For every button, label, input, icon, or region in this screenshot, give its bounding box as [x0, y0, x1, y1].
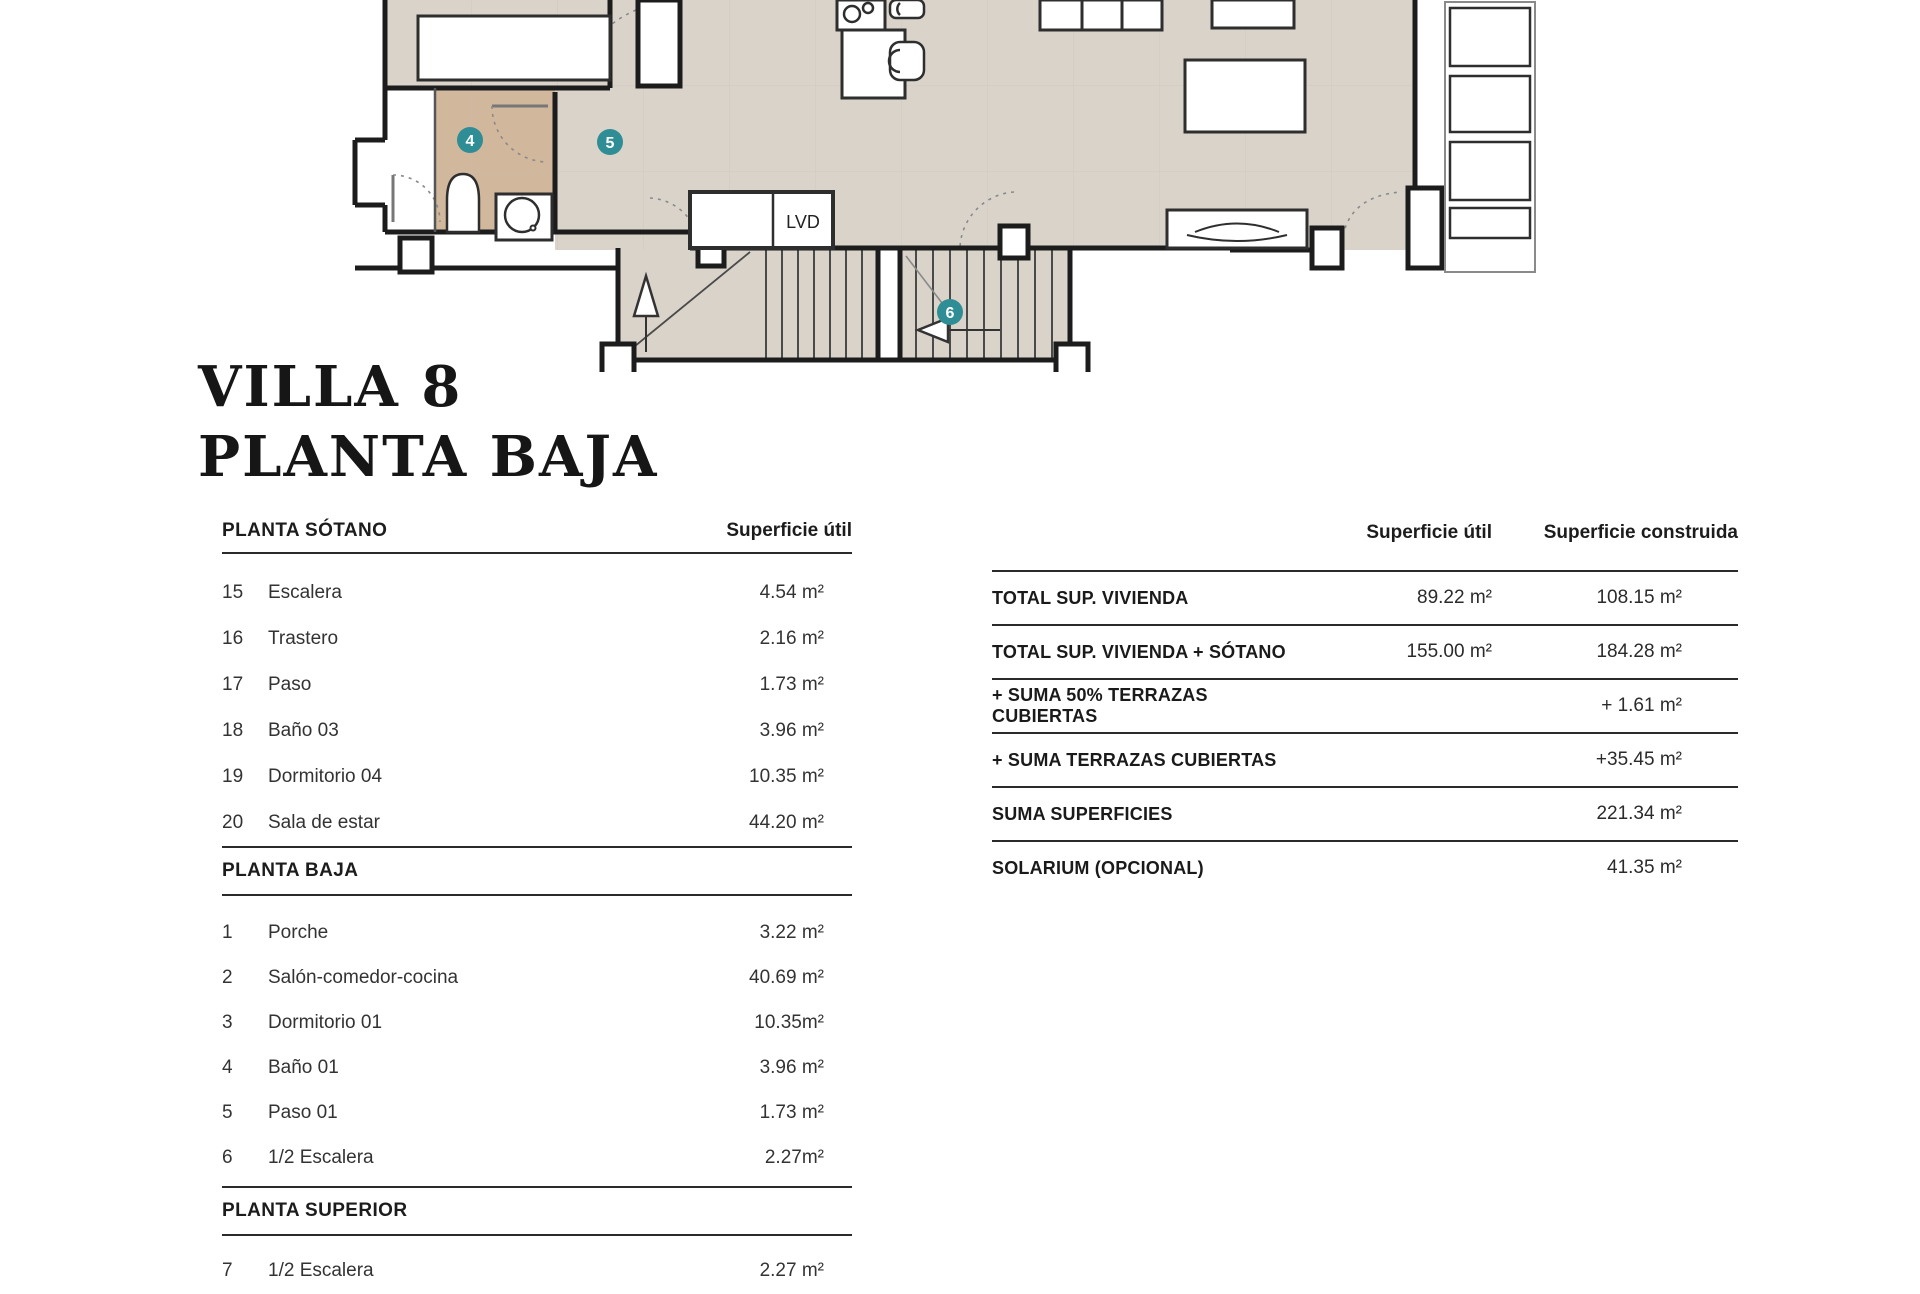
table-row: 5 Paso 01 1.73 m² — [222, 1101, 824, 1123]
table-row: 1 Porche 3.22 m² — [222, 921, 824, 943]
table-row: 16 Trastero 2.16 m² — [222, 628, 824, 649]
table-row: 6 1/2 Escalera 2.27m² — [222, 1146, 824, 1168]
wardrobe — [418, 16, 610, 80]
section-header-baja: PLANTA BAJA — [222, 846, 852, 896]
stool — [890, 42, 924, 80]
sofa — [1040, 0, 1162, 30]
table-row: 4 Baño 01 3.96 m² — [222, 1056, 824, 1078]
table-row: 2 Salón-comedor-cocina 40.69 m² — [222, 966, 824, 988]
section-header-sotano: PLANTA SÓTANO — [222, 520, 388, 541]
page-title — [198, 352, 658, 492]
sofa-section — [1212, 0, 1294, 28]
table-row: SOLARIUM (OPCIONAL) 41.35 m² — [992, 857, 1682, 878]
floor-plan — [300, 0, 1540, 372]
table-row: 19 Dormitorio 04 10.35 m² — [222, 766, 824, 787]
superior-rows — [222, 1248, 852, 1294]
table-header — [222, 512, 852, 554]
terrace-steps — [1445, 2, 1535, 272]
col-header-superficie-construida: Superficie construida — [1543, 522, 1738, 543]
sotano-rows — [222, 570, 852, 846]
table-row: SUMA SUPERFICIES 221.34 m² — [992, 788, 1738, 842]
table-row: TOTAL SUP. VIVIENDA + SÓTANO 155.00 m² 184.28 m² — [992, 626, 1738, 680]
table-row: 15 Escalera 4.54 m² — [222, 582, 824, 603]
baja-rows — [222, 910, 852, 1180]
floor-plan-svg — [300, 0, 1540, 372]
table-row: 17 Paso 1.73 m² — [222, 674, 824, 695]
table-row: 7 1/2 Escalera 2.27 m² — [222, 1260, 824, 1281]
stool — [890, 0, 924, 18]
totals-header — [992, 512, 1738, 572]
lvd-label: LVD — [786, 212, 820, 232]
table-row: 18 Baño 03 3.96 m² — [222, 720, 824, 741]
table-row: 20 Sala de estar 44.20 m² — [222, 812, 824, 833]
section-header-superior: PLANTA SUPERIOR — [222, 1186, 852, 1236]
marker-4-label: 4 — [465, 133, 475, 150]
table-row: TOTAL SUP. VIVIENDA 89.22 m² 108.15 m² — [992, 572, 1738, 626]
table-row: 3 Dormitorio 01 10.35m² — [222, 1011, 824, 1033]
table-row: + SUMA TERRAZAS CUBIERTAS +35.45 m² — [992, 734, 1738, 788]
coffee-table — [1185, 60, 1305, 132]
areas-table — [222, 512, 852, 1294]
marker-6-label: 6 — [945, 305, 955, 322]
table-row: + SUMA 50% TERRAZAS CUBIERTAS + 1.61 m² — [992, 680, 1738, 734]
toilet — [447, 174, 479, 232]
marker-5-label: 5 — [605, 135, 615, 152]
col-header-superficie-util: Superficie útil — [1366, 522, 1492, 543]
title-line-2: PLANTA BAJA — [198, 424, 659, 490]
totals-table — [992, 512, 1738, 894]
title-line-1: VILLA 8 — [198, 354, 463, 420]
tv-console — [1167, 210, 1307, 248]
col-header-superficie-util: Superficie útil — [726, 520, 852, 541]
